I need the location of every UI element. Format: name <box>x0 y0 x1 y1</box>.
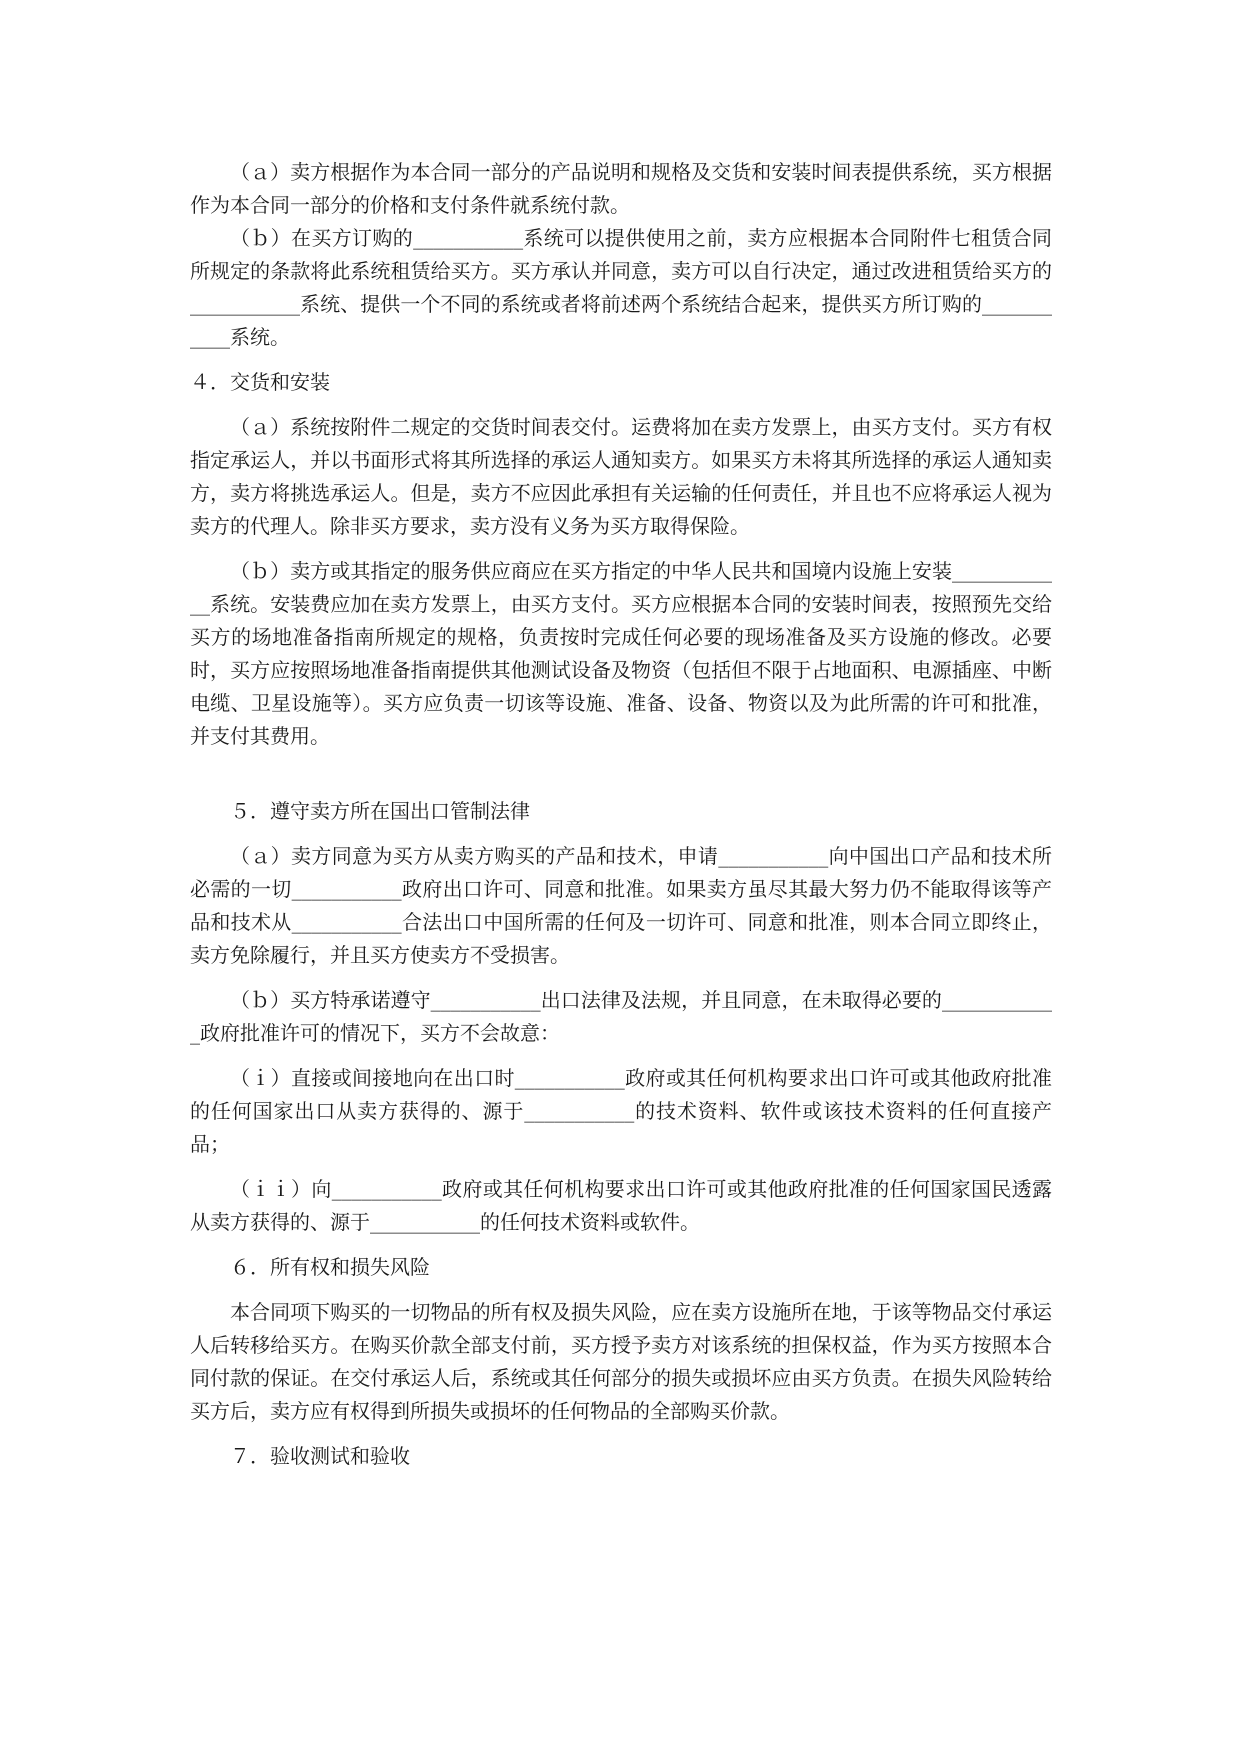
section-4-heading: ４．交货和安装 <box>190 370 330 394</box>
section-6-heading: ６．所有权和损失风险 <box>230 1255 430 1279</box>
clause-5a: （ａ）卖方同意为买方从卖方购买的产品和技术，申请___________向中国出口产品和技术所必需的一切___________政府出口许可、同意和批准。如果卖方虽尽其最大努力仍不能取得该等产品和技术从___________合法出口中国所需的任何及一切许可、同意和批准，则本合同立即终止，卖方免除履行，并且买方使卖方不受损害。 <box>190 844 1052 967</box>
clause-5b-ii: （ｉｉ）向___________政府或其任何机构要求出口许可或其他政府批准的任何国家国民透露从卖方获得的、源于___________的任何技术资料或软件。 <box>190 1177 1052 1234</box>
spacer <box>190 765 1052 791</box>
clause-4b: （ｂ）卖方或其指定的服务供应商应在买方指定的中华人民共和国境内设施上安装____________系统。安装费应加在卖方发票上，由买方支付。买方应根据本合同的安装时间表，按照预先交给买方的场地准备指南所规定的规格，负责按时完成任何必要的现场准备及买方设施的修改。必要时，买方应按照场地准备指南提供其他测试设备及物资（包括但不限于占地面积、电源插座、中断电缆、卫星设施等）。买方应负责一切该等设施、准备、设备、物资以及为此所需的许可和批准，并支付其费用。 <box>190 559 1052 748</box>
clause-5b-i: （ｉ）直接或间接地向在出口时___________政府或其任何机构要求出口许可或其他政府批准的任何国家出口从卖方获得的、源于___________的技术资料、软件或该技术资料的任何直接产品； <box>190 1066 1052 1156</box>
clause-6-body: 本合同项下购买的一切物品的所有权及损失风险，应在卖方设施所在地，于该等物品交付承运人后转移给买方。在购买价款全部支付前，买方授予卖方对该系统的担保权益，作为买方按照本合同付款的保证。在交付承运人后，系统或其任何部分的损失或损坏应由买方负责。在损失风险转给买方后，卖方应有权得到所损失或损坏的任何物品的全部购买价款。 <box>190 1300 1052 1423</box>
section-5-heading: ５．遵守卖方所在国出口管制法律 <box>230 799 530 823</box>
clause-3a: （ａ）卖方根据作为本合同一部分的产品说明和规格及交货和安装时间表提供系统，买方根据作为本合同一部分的价格和支付条件就系统付款。 <box>190 160 1052 217</box>
clause-3b: （ｂ）在买方订购的___________系统可以提供使用之前，卖方应根据本合同附件七租赁合同所规定的条款将此系统租赁给买方。买方承认并同意，卖方可以自行决定，通过改进租赁给买方的___________系统、提供一个不同的系统或者将前述两个系统结合起来，提供买方所订购的___________系统。 <box>190 226 1052 349</box>
clause-4a: （ａ）系统按附件二规定的交货时间表交付。运费将加在卖方发票上，由买方支付。买方有权指定承运人，并以书面形式将其所选择的承运人通知卖方。如果买方未将其所选择的承运人通知卖方，卖方将挑选承运人。但是，卖方不应因此承担有关运输的任何责任，并且也不应将承运人视为卖方的代理人。除非买方要求，卖方没有义务为买方取得保险。 <box>190 415 1052 538</box>
clause-5b: （ｂ）买方特承诺遵守___________出口法律及法规，并且同意，在未取得必要的____________政府批准许可的情况下，买方不会故意： <box>190 988 1052 1045</box>
document-page <box>190 156 1052 1485</box>
section-7-heading: ７．验收测试和验收 <box>230 1444 410 1468</box>
